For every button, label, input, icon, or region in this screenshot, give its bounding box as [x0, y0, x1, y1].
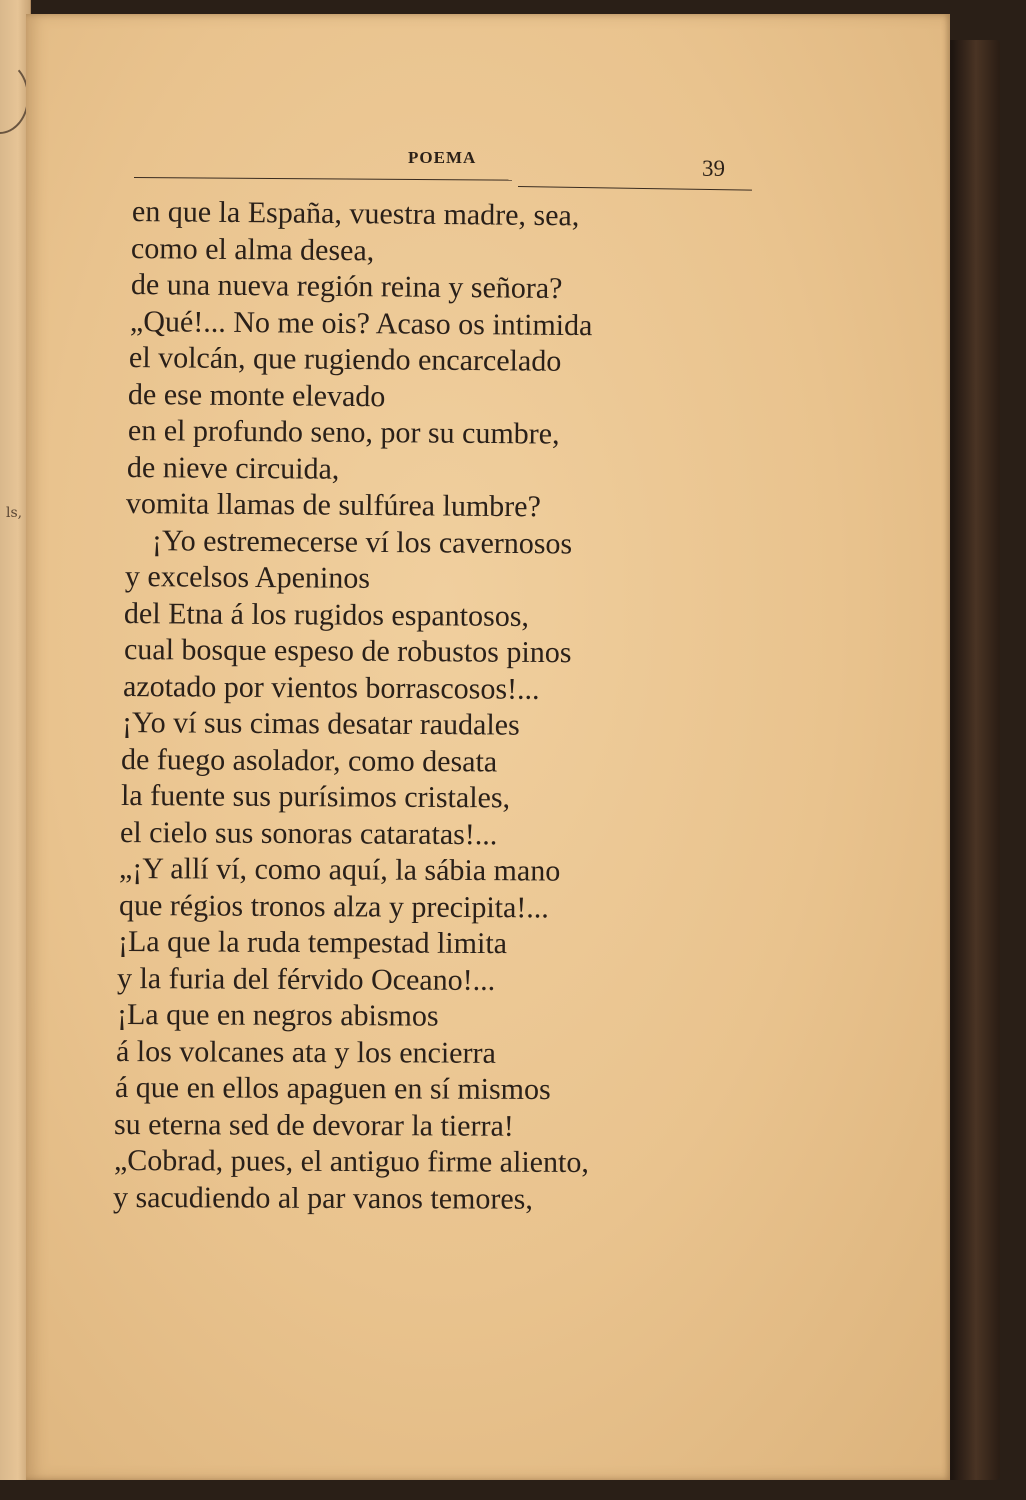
poem-line: como el alma desea,	[130, 231, 375, 267]
poem-line: que régios tronos alza y precipita!...	[118, 888, 549, 924]
poem-line: vomita llamas de sulfúrea lumbre?	[125, 487, 541, 524]
poem-line: „Qué!... No me ois? Acaso os intimida	[129, 304, 593, 342]
poem-line: cual bosque espeso de robustos pinos	[123, 633, 572, 670]
poem-line: de nieve circuida,	[126, 450, 340, 486]
previous-page-curve	[0, 60, 29, 134]
poem-line: de fuego asolador, como desata	[120, 742, 498, 778]
poem-line: de una nueva región reina y señora?	[130, 268, 563, 305]
poem-line: de ese monte elevado	[127, 377, 386, 413]
poem-line: y la furia del férvido Oceano!...	[116, 961, 496, 997]
poem-line: en el profundo seno, por su cumbre,	[127, 414, 560, 451]
poem-line: ¡La que la ruda tempestad limita	[117, 925, 508, 961]
header-rule-left	[134, 177, 512, 181]
poem-line: su eterna sed de devorar la tierra!	[113, 1107, 514, 1143]
poem-line: ¡Yo estremecerse ví los cavernosos	[151, 523, 573, 560]
poem-line: el cielo sus sonoras cataratas!...	[119, 815, 498, 851]
poem-line: ¡Yo ví sus cimas desatar raudales	[121, 706, 520, 742]
poem-line: el volcán, que rugiendo encarcelado	[128, 341, 562, 378]
poem-line: á que en ellos apaguen en sí mismos	[114, 1071, 551, 1106]
page-number: 39	[702, 156, 725, 181]
poem-line: azotado por vientos borrascosos!...	[122, 669, 540, 706]
poem-line: ¡La que en negros abismos	[116, 998, 439, 1033]
poem-text	[112, 194, 732, 1216]
poem-line: la fuente sus purísimos cristales,	[120, 779, 511, 815]
poem-line: á los volcanes ata y los encierra	[115, 1034, 496, 1070]
poem-line: del Etna á los rugidos espantosos,	[123, 596, 530, 633]
poem-line: „¡Y allí ví, como aquí, la sábia mano	[118, 852, 561, 888]
running-header: POEMA	[408, 148, 477, 167]
poem-line: y excelsos Apeninos	[124, 560, 371, 595]
poem-line: y sacudiendo al par vanos temores,	[112, 1180, 533, 1216]
poem-line: en que la España, vuestra madre, sea,	[131, 195, 580, 233]
poem-line: „Cobrad, pues, el antiguo firme aliento,	[113, 1144, 589, 1179]
header-rule-right	[518, 186, 752, 191]
margin-mark: ls,	[6, 505, 23, 521]
